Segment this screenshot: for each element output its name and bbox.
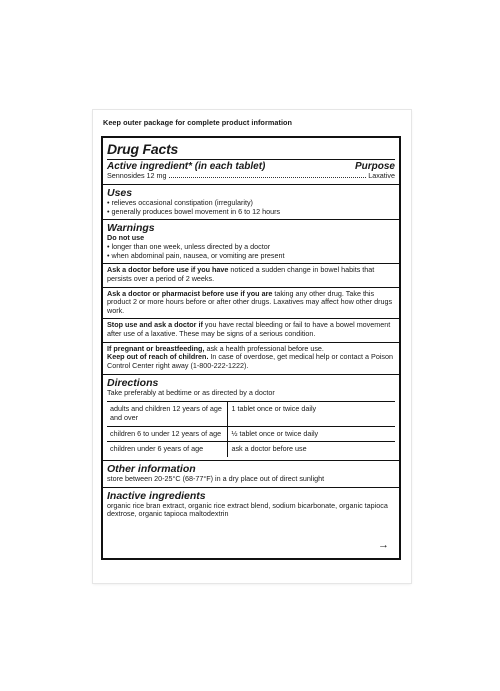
product-package xyxy=(93,110,411,583)
directions-intro: Take preferably at bedtime or as directed by a doctor xyxy=(107,387,275,397)
pregnancy-warning xyxy=(103,342,399,374)
drug-facts-panel xyxy=(101,136,401,560)
age-cell: children under 6 years of age xyxy=(107,442,228,457)
stop-use-label: Stop use and ask a doctor if xyxy=(107,320,203,330)
directions-section xyxy=(103,374,399,460)
purpose-heading: Purpose xyxy=(354,160,395,172)
dose-cell: ½ tablet once or twice daily xyxy=(228,426,395,442)
drug-facts-header xyxy=(103,138,399,184)
directions-table xyxy=(107,401,395,457)
uses-item: • relieves occasional constipation (irregularity) xyxy=(107,198,253,207)
ask-pharmacist-warning xyxy=(103,287,399,319)
active-ingredient-heading: Active ingredient* (in each tablet) xyxy=(107,160,266,172)
active-ingredient-purpose: Laxative xyxy=(368,171,395,181)
ask-doctor-label: Ask a doctor before use if you have xyxy=(107,265,229,275)
inactive-ingredients-section xyxy=(103,487,399,522)
dose-cell: 1 tablet once or twice daily xyxy=(228,402,395,426)
drug-facts-title: Drug Facts xyxy=(107,141,179,157)
keep-out-label: Keep out of reach of children. xyxy=(107,352,209,362)
pregnancy-label: If pregnant or breastfeeding, xyxy=(107,343,205,353)
package-note: Keep outer package for complete product information xyxy=(103,118,293,127)
table-row xyxy=(107,402,395,426)
uses-section xyxy=(103,184,399,219)
table-row xyxy=(107,426,395,442)
warnings-heading: Warnings xyxy=(107,222,155,235)
pregnancy-text: ask a health professional before use. xyxy=(204,343,324,353)
do-not-use-item: • longer than one week, unless directed by a doctor xyxy=(107,241,271,251)
inactive-ingredients-heading: Inactive ingredients xyxy=(107,489,206,502)
stop-use-text: you have rectal bleeding or fail to have a bowel movement after use of a laxative. These may be signs of a serious condition. xyxy=(107,320,391,339)
dot-leader xyxy=(169,177,367,178)
directions-heading: Directions xyxy=(107,376,159,389)
other-information-heading: Other information xyxy=(107,462,196,475)
ask-doctor-text: noticed a sudden change in bowel habits that persists over a period of 2 weeks. xyxy=(107,265,375,283)
ask-pharmacist-text: taking any other drug. Take this product 2 or more hours before or after other drugs. Laxatives may affect how other drugs work. xyxy=(107,288,393,315)
keep-out-text: In case of overdose, get medical help or contact a Poison Control Center right away (1-800-222-1222). xyxy=(107,352,394,371)
do-not-use-item: • when abdominal pain, nausea, or vomiting are present xyxy=(107,250,285,260)
stop-use-warning xyxy=(103,318,399,341)
other-information-text: store between 20-25°C (68-77°F) in a dry place out of direct sunlight xyxy=(107,474,325,483)
warnings-section xyxy=(103,219,399,263)
ask-pharmacist-label: Ask a doctor or pharmacist before use if you are xyxy=(107,288,273,298)
do-not-use-label: Do not use xyxy=(107,233,145,243)
arrow-right-icon: → xyxy=(378,538,389,551)
inactive-ingredients-text: organic rice bran extract, organic rice extract blend, sodium bicarbonate, organic tapioca dextrose, organic tapioca maltodextrin xyxy=(107,500,388,519)
active-ingredient-row xyxy=(107,172,395,181)
age-cell: adults and children 12 years of age and over xyxy=(107,402,228,426)
age-cell: children 6 to under 12 years of age xyxy=(107,426,228,442)
uses-item: • generally produces bowel movement in 6 to 12 hours xyxy=(107,206,281,216)
table-row xyxy=(107,442,395,457)
active-ingredient-name: Sennosides 12 mg xyxy=(107,171,167,181)
other-information-section xyxy=(103,460,399,487)
dose-cell: ask a doctor before use xyxy=(228,442,395,457)
active-ingredient-header xyxy=(107,159,395,173)
ask-doctor-warning xyxy=(103,263,399,286)
uses-heading: Uses xyxy=(107,186,133,199)
